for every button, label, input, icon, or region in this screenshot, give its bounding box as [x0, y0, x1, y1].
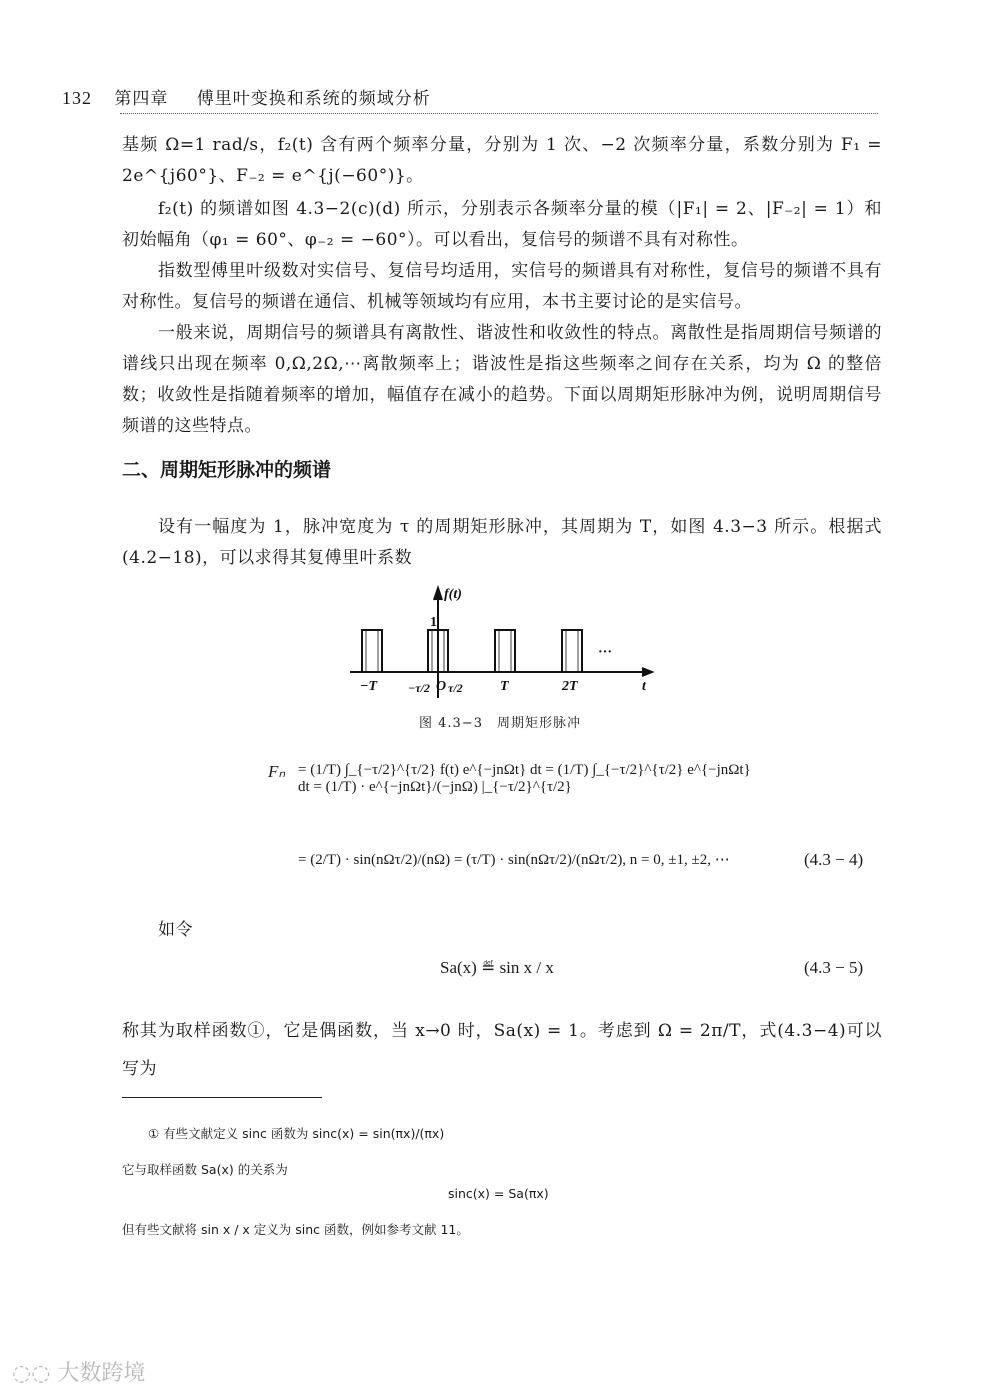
tick-label-minus-tau-half: −τ/2	[408, 681, 430, 695]
chapter-title: 傅里叶变换和系统的频域分析	[196, 89, 431, 109]
eq-lhs: Fₙ	[268, 762, 286, 781]
pulse-2T	[562, 630, 582, 672]
header-rule	[120, 113, 878, 114]
ruling-intro: 如令	[158, 920, 193, 940]
paragraph-2: f₂(t) 的频谱如图 4.3−2(c)(d) 所示，分别表示各频率分量的模（|F₁| = 2、|F₋₂| = 1）和初始幅角（φ₁ = 60°、φ₋₂ = −60°）。可以看出，复信号的频谱不具有对称性。	[122, 199, 882, 250]
pulse-minus-T	[362, 630, 382, 672]
eq1-line2: = (2/T) · sin(nΩτ/2)/(nΩ) = (τ/T) · sin(nΩτ/2)/(nΩτ/2), n = 0, ±1, ±2, ⋯	[298, 852, 730, 868]
footnote-line-3: sinc(x) = Sa(πx)	[448, 1186, 549, 1201]
x-axis-label: t	[642, 679, 646, 694]
paragraph-1: 基频 Ω=1 rad/s，f₂(t) 含有两个频率分量，分别为 1 次、−2 次频率分量，系数分别为 F₁ = 2e^{j60°}、F₋₂ = e^{j(−60°)}。	[122, 135, 882, 186]
footnote-line-2: 它与取样函数 Sa(x) 的关系为	[122, 1162, 288, 1177]
body-text	[122, 130, 882, 442]
tick-label-T: T	[500, 679, 509, 694]
ellipsis: ···	[598, 645, 613, 660]
watermark-logo-icon: ◌◌	[12, 1361, 58, 1386]
footnote-rule	[122, 1097, 322, 1098]
tick-label-minus-T: −T	[360, 679, 378, 694]
time-axis-arrow	[642, 668, 652, 676]
page-header	[62, 84, 431, 109]
origin-label: O	[436, 679, 447, 694]
section-body	[122, 512, 882, 574]
section-paragraph: 设有一幅度为 1，脉冲宽度为 τ 的周期矩形脉冲，其周期为 T，如图 4.3−3 所示。根据式(4.2−18)，可以求得其复傅里叶系数	[122, 517, 882, 568]
watermark: ◌◌ 大数跨境	[12, 1361, 146, 1386]
eq2: Sa(x) ≝ sin x / x	[440, 958, 554, 977]
figure-caption: 图 4.3−3 周期矩形脉冲	[419, 716, 581, 731]
y-axis-label: f(t)	[444, 587, 462, 602]
amplitude-axis-arrow	[434, 588, 442, 600]
pulse-T	[495, 630, 515, 672]
footnote-line-4: 但有些文献将 sin x / x 定义为 sinc 函数，例如参考文献 11。	[122, 1222, 469, 1237]
eq2-number: (4.3 − 5)	[804, 958, 864, 977]
paragraph-3: 指数型傅里叶级数对实信号、复信号均适用，实信号的频谱具有对称性，复信号的频谱不具有对称性。复信号的频谱在通信、机械等领域均有应用，本书主要讨论的是实信号。	[122, 261, 882, 312]
eq1-number: (4.3 − 4)	[804, 850, 864, 869]
footnote-line-1: ① 有些文献定义 sinc 函数为 sinc(x) = sin(πx)/(πx)	[148, 1126, 445, 1141]
eq1-line1: = (1/T) ∫_{−τ/2}^{τ/2} f(t) e^{−jnΩt} dt = (1/T) ∫_{−τ/2}^{τ/2} e^{−jnΩt} dt = (1/T) · e^{−jnΩt}/(−jnΩ) |_{−τ/2}^{τ/2}	[298, 762, 751, 795]
after-eq-paragraph: 称其为取样函数①，它是偶函数，当 x→0 时，Sa(x) = 1。考虑到 Ω = 2π/T，式(4.3−4)可以写为	[122, 1021, 882, 1079]
paragraph-4: 一般来说，周期信号的频谱具有离散性、谐波性和收敛性的特点。离散性是指周期信号频谱的谱线只出现在频率 0,Ω,2Ω,⋯离散频率上；谐波性是指这些频率之间存在关系，均为 Ω 的整倍数；收敛性是指随着频率的增加，幅值存在减小的趋势。下面以周期矩形脉冲为例，说明周期信号频谱的这些特点。	[122, 323, 882, 436]
page-number: 132	[62, 88, 92, 108]
pulse-figure	[340, 580, 670, 708]
amplitude-label: 1	[430, 615, 437, 630]
chapter-label: 第四章	[114, 89, 169, 109]
tick-label-tau-half: τ/2	[448, 681, 463, 695]
tick-label-2T: 2T	[562, 679, 578, 694]
section-heading: 二、周期矩形脉冲的频谱	[122, 459, 332, 481]
